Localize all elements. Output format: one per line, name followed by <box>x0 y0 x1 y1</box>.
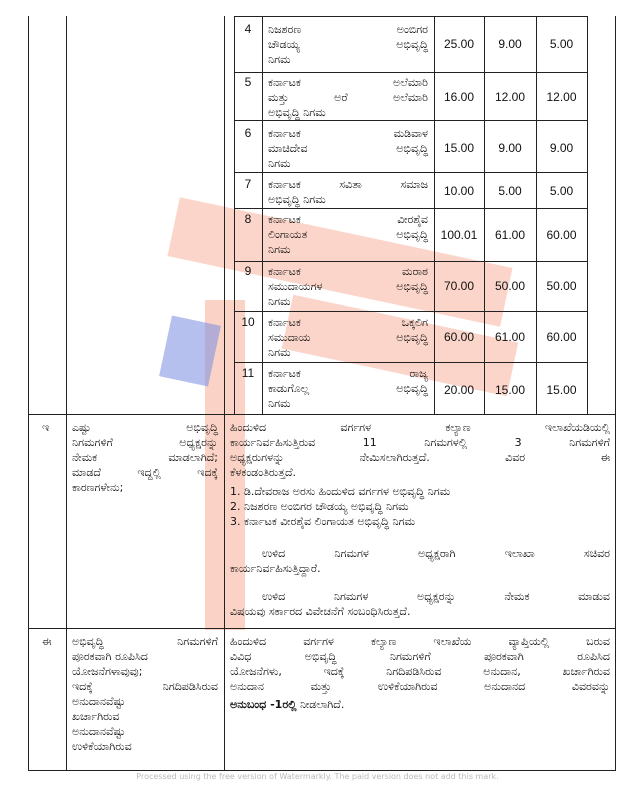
row-value-3: 12.00 <box>546 90 577 104</box>
answer-3-appointment: ಉಳಿದ ನಿಗಮಗಳ ಅಧ್ಯಕ್ಷರನ್ನು ನೇಮಕ ಮಾಡುವ <box>262 590 610 603</box>
row-value-1: 60.00 <box>443 330 475 344</box>
row-serial: 8 <box>244 212 252 226</box>
row-value-3: 5.00 <box>549 184 574 198</box>
row-value-1: 70.00 <box>443 279 475 293</box>
row-value-2: 50.00 <box>494 279 526 293</box>
row-serial: 5 <box>244 75 252 89</box>
row-name: ಕರ್ನಾಟಕ ವೀರಶೈವ ಲಿಂಗಾಯತ ಅಭಿವೃದ್ಧಿ ನಿಗಮ <box>268 213 428 256</box>
section-line <box>28 770 616 771</box>
answer-4-text: ಹಿಂದುಳಿದ ವರ್ಗಗಳ ಕಲ್ಯಾಣ ಇಲಾಖೆಯ ವ್ಯಾಪ್ತಿಯಲ್ಲಿ ಬರುವ ವಿವಿಧ ಅಭಿವೃದ್ಧಿ ನಿಗಮಗಳಿಗೆ ಪೂರಕವಾಗಿ ರೂಪಿಸಿದ ಯೋಜನೆಗಳು, ಇದಕ್ಕೆ ನಿಗದಿಪಡಿಸಿರುವ ಅನುದಾನ, ಖರ್ಚಾಗಿರುವ ಅನುದಾನ ಮತ್ತು ಉಳಿಕೆಯಾಗಿರುವ ಅನುದಾನದ ವಿವರವನ್ನು <box>230 635 610 693</box>
row-value-3: 60.00 <box>546 330 577 344</box>
row-value-2: 9.00 <box>498 37 522 51</box>
row-value-2: 12.00 <box>494 90 526 104</box>
row-name: ಕರ್ನಾಟಕ ಮರಾಠ ಸಮುದಾಯಗಳ ಅಭಿವೃದ್ಧಿ ನಿಗಮ <box>268 265 428 308</box>
row-line <box>234 172 588 173</box>
inner-col-name <box>262 16 263 414</box>
row-value-2: 61.00 <box>494 330 526 344</box>
table-border-right <box>615 16 616 771</box>
answer-4-annex: ಅನುಬಂಧ -1ರಲ್ಲಿ ನೀಡಲಾಗಿದೆ. <box>230 698 345 711</box>
row-name: ಕರ್ನಾಟಕ ಒಕ್ಕಲಿಗ ಸಮುದಾಯ ಅಭಿವೃದ್ಧಿ ನಿಗಮ <box>268 316 428 359</box>
inner-table-left <box>234 16 235 414</box>
row-name: ಕರ್ನಾಟಕ ಮಡಿವಾಳ ಮಾಚಿದೇವ ಅಭಿವೃದ್ಧಿ ನಿಗಮ <box>268 127 428 170</box>
row-name: ನಿಜಶರಣ ಅಂಬಿಗರ ಚೌಡಯ್ಯ ಅಭಿವೃದ್ಧಿ ನಿಗಮ <box>268 23 428 66</box>
row-serial: 6 <box>244 126 252 140</box>
row-value-1: 15.00 <box>443 141 475 155</box>
question-mark-4: ಈ <box>42 635 52 648</box>
row-value-2: 61.00 <box>494 228 526 242</box>
row-line <box>234 362 588 363</box>
row-serial: 4 <box>244 22 252 36</box>
row-name: ಕರ್ನಾಟಕ ಸವಿತಾ ಸಮಾಜ ಅಭಿವೃದ್ಧಿ ನಿಗಮ <box>268 178 428 206</box>
column-divider-question <box>224 16 225 771</box>
list-item: 1. ಡಿ.ದೇವರಾಜ ಅರಸು ಹಿಂದುಳಿದ ವರ್ಗಗಳ ಅಭಿವೃದ್ಧಿ ನಿಗಮ <box>230 485 451 498</box>
column-divider-mark <box>66 16 67 771</box>
row-serial: 11 <box>241 366 255 380</box>
row-value-2: 9.00 <box>498 141 522 155</box>
section-line <box>28 414 616 415</box>
row-value-2: 15.00 <box>494 383 526 397</box>
row-line <box>234 120 588 121</box>
row-value-1: 25.00 <box>443 37 475 51</box>
answer-3-list <box>230 484 610 529</box>
row-value-1: 100.01 <box>440 228 478 242</box>
row-name: ಕರ್ನಾಟಕ ರಾಜ್ಯ ಕಾಡುಗೊಲ್ಲ ಅಭಿವೃದ್ಧಿ ನಿಗಮ <box>268 367 428 410</box>
row-line <box>234 208 588 209</box>
inner-col-v1 <box>434 16 435 414</box>
row-line <box>234 72 588 73</box>
row-value-2: 5.00 <box>498 184 522 198</box>
row-value-3: 5.00 <box>549 37 574 51</box>
watermark-footer-text: Processed using the free version of Watermarkly. The paid version does not add this mark. <box>136 772 499 781</box>
row-line <box>234 261 588 262</box>
row-line <box>234 311 588 312</box>
row-value-3: 9.00 <box>549 141 574 155</box>
inner-col-v2 <box>484 16 485 414</box>
row-name: ಕರ್ನಾಟಕ ಅಲೆಮಾರಿ ಮತ್ತು ಅರೆ ಅಲೆಮಾರಿ ಅಭಿವೃದ್ಧಿ ನಿಗಮ <box>268 76 428 119</box>
answer-3-appointment-cont: ವಿಷಯವು ಸರ್ಕಾರದ ವಿವೇಚನೆಗೆ ಸಂಬಂಧಿಸಿರುತ್ತದೆ. <box>230 605 411 618</box>
row-value-3: 60.00 <box>546 228 577 242</box>
question-3-text: ಎಷ್ಟು ಅಭಿವೃದ್ಧಿ ನಿಗಮಗಳಿಗೆ ಅಧ್ಯಕ್ಷರನ್ನು ನೇಮಕ ಮಾಡಲಾಗಿದೆ; ಮಾಡದೆ ಇದ್ದಲ್ಲಿ ಇದಕ್ಕೆ ಕಾರಣಗಳೇನು; <box>72 421 218 494</box>
inner-table-right <box>587 16 588 414</box>
table-border-left <box>28 16 29 771</box>
row-value-3: 50.00 <box>546 279 577 293</box>
row-serial: 7 <box>244 177 252 191</box>
inner-col-v3 <box>536 16 537 414</box>
row-value-3: 15.00 <box>546 383 577 397</box>
answer-3-intro: ಹಿಂದುಳಿದ ವರ್ಗಗಳ ಕಲ್ಯಾಣ ಇಲಾಖೆಯಡಿಯಲ್ಲಿ ಕಾರ್ಯನಿರ್ವಹಿಸುತ್ತಿರುವ 11 ನಿಗಮಗಳಲ್ಲಿ 3 ನಿಗಮಗಳಿಗೆ ಅಧ್ಯಕ್ಷರುಗಳನ್ನು ನೇಮಿಸಲಾಗಿರುತ್ತದೆ. ವಿವರ ಈ ಕೆಳಕಂಡಂತಿರುತ್ತದೆ. <box>230 421 610 479</box>
row-line <box>234 16 588 17</box>
answer-3-remaining-cont: ಕಾರ್ಯನಿರ್ವಹಿಸುತ್ತಿದ್ದಾರೆ. <box>230 562 321 575</box>
list-item: 3. ಕರ್ನಾಟಕ ವೀರಶೈವ ಲಿಂಗಾಯತ ಅಭಿವೃದ್ಧಿ ನಿಗಮ <box>230 515 416 528</box>
list-item: 2. ನಿಜಶರಣ ಅಂಬಿಗರ ಚೌಡಯ್ಯ ಅಭಿವೃದ್ಧಿ ನಿಗಮ <box>230 500 409 513</box>
question-4-text: ಅಭಿವೃದ್ಧಿ ನಿಗಮಗಳಿಗೆ ಪೂರಕವಾಗಿ ರೂಪಿಸಿದ ಯೋಜನೆಗಳಾವುವು; ಇದಕ್ಕೆ ನಿಗದಿಪಡಿಸಿರುವ ಅನುದಾನವೆಷ್ಟು ಖರ್ಚಾಗಿರುವ ಅನುದಾನವೆಷ್ಟು ಉಳಿಕೆಯಾಗಿರುವ <box>72 635 218 753</box>
row-value-1: 20.00 <box>443 383 475 397</box>
annex-reference: ಅನುಬಂಧ -1ರಲ್ಲಿ <box>230 698 297 711</box>
question-mark-3: ಇ <box>42 421 50 434</box>
section-line <box>28 628 616 629</box>
row-value-1: 16.00 <box>443 90 475 104</box>
row-serial: 10 <box>241 315 255 329</box>
row-serial: 9 <box>244 264 252 278</box>
answer-3-remaining: ಉಳಿದ ನಿಗಮಗಳ ಅಧ್ಯಕ್ಷರಾಗಿ ಇಲಾಖಾ ಸಚಿವರ <box>262 547 610 560</box>
row-value-1: 10.00 <box>443 184 475 198</box>
